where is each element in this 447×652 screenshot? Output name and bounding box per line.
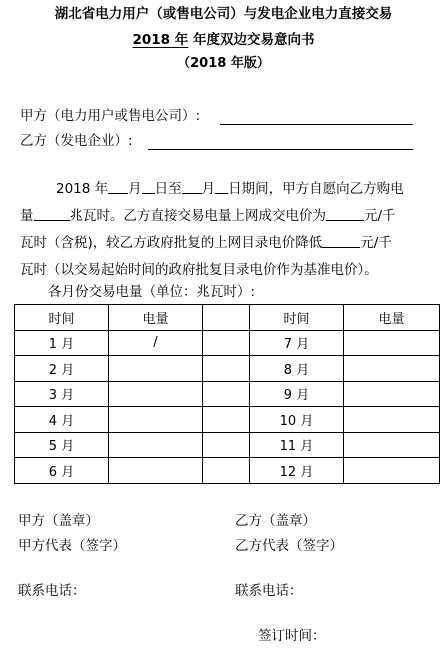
text-basis-note: 瓦时（以交易起始时间的政府批复目录电价作为基准电价）。 — [20, 262, 378, 278]
text-day-to: 日至 — [154, 181, 182, 197]
table-row — [15, 356, 440, 382]
document-subtitle — [0, 31, 447, 49]
spacer-cell — [203, 458, 250, 484]
month-cell: 3 月 — [15, 381, 109, 407]
volume-cell[interactable] — [109, 432, 203, 458]
month-cell: 6 月 — [15, 458, 109, 484]
text-price-unit: 元/千 — [364, 208, 396, 224]
text-price-clause: 兆瓦时。乙方直接交易电量上网成交电价为 — [69, 208, 326, 224]
header-month-left: 时间 — [15, 305, 109, 331]
table-row — [15, 432, 440, 458]
volume-cell[interactable] — [109, 381, 203, 407]
party-b-seal-label: 乙方（盖章） — [235, 513, 316, 529]
party-b-label: 乙方（发电企业）: — [20, 133, 133, 149]
month-cell: 11 月 — [250, 432, 344, 458]
month-cell: 12 月 — [250, 458, 344, 484]
month-cell: 10 月 — [250, 407, 344, 433]
volume-cell[interactable] — [109, 458, 203, 484]
monthly-volume-label: 各月份交易电量（单位：兆瓦时）: — [48, 284, 256, 300]
volume-cell[interactable] — [109, 407, 203, 433]
party-b-fill-line[interactable] — [148, 149, 413, 150]
volume-cell[interactable] — [344, 356, 440, 382]
table-row — [15, 458, 440, 484]
party-b-phone-label: 联系电话： — [235, 583, 303, 599]
text-reduction-clause: 瓦时（含税)，较乙方政府批复的上网目录电价降低 — [20, 235, 323, 251]
month-cell: 8 月 — [250, 356, 344, 382]
text-period: 日期间，甲方自愿向乙方购电 — [228, 181, 404, 197]
blank-reduction[interactable] — [322, 234, 360, 248]
volume-cell[interactable] — [344, 458, 440, 484]
spacer-cell — [203, 407, 250, 433]
volume-cell[interactable] — [109, 356, 203, 382]
signing-date-label: 签订时间： — [258, 628, 326, 644]
header-volume-right: 电量 — [344, 305, 440, 331]
volume-cell[interactable] — [344, 330, 440, 356]
text-reduction-unit: 元/千 — [360, 235, 392, 251]
header-month-right: 时间 — [250, 305, 344, 331]
party-b-rep-label: 乙方代表（签字） — [235, 538, 343, 554]
table-header-row — [15, 305, 440, 331]
blank-price[interactable] — [326, 207, 364, 221]
edition-label: （2018 年版） — [177, 56, 270, 71]
table-row — [15, 381, 440, 407]
party-a-rep-label: 甲方代表（签字） — [18, 538, 126, 554]
subtitle-year: 2018 年 — [132, 32, 189, 48]
month-cell: 9 月 — [250, 381, 344, 407]
spacer-cell — [203, 330, 250, 356]
party-a-phone-label: 联系电话： — [18, 583, 86, 599]
blank-amount[interactable] — [34, 207, 70, 221]
spacer-cell — [203, 356, 250, 382]
text-month-2: 月 — [201, 181, 216, 197]
blank-start-month[interactable] — [108, 180, 128, 194]
subtitle-text: 年度双边交易意向书 — [188, 32, 315, 48]
volume-cell[interactable] — [344, 407, 440, 433]
month-cell: 7 月 — [250, 330, 344, 356]
document-title: 湖北省电力用户（或售电公司）与发电企业电力直接交易 — [54, 6, 393, 22]
volume-cell[interactable]: / — [109, 330, 203, 356]
month-cell: 4 月 — [15, 407, 109, 433]
party-a-fill-line[interactable] — [220, 124, 413, 125]
table-row — [15, 330, 440, 356]
volume-cell[interactable] — [344, 432, 440, 458]
text-month: 月 — [128, 181, 142, 197]
monthly-volume-table — [14, 304, 440, 484]
month-cell: 1 月 — [15, 330, 109, 356]
spacer-cell — [203, 432, 250, 458]
blank-end-day[interactable] — [215, 180, 228, 194]
party-a-seal-label: 甲方（盖章） — [18, 513, 99, 529]
party-a-label: 甲方（电力用户或售电公司）: — [20, 108, 201, 124]
header-spacer — [203, 305, 250, 331]
blank-start-day[interactable] — [142, 180, 155, 194]
text-year: 2018 年 — [56, 181, 109, 197]
month-cell: 5 月 — [15, 432, 109, 458]
blank-end-month[interactable] — [182, 180, 202, 194]
spacer-cell — [203, 381, 250, 407]
table-row — [15, 407, 440, 433]
text-amount-prefix: 量 — [20, 208, 34, 224]
header-volume-left: 电量 — [109, 305, 203, 331]
month-cell: 2 月 — [15, 356, 109, 382]
agreement-paragraph — [20, 176, 440, 284]
volume-cell[interactable] — [344, 381, 440, 407]
